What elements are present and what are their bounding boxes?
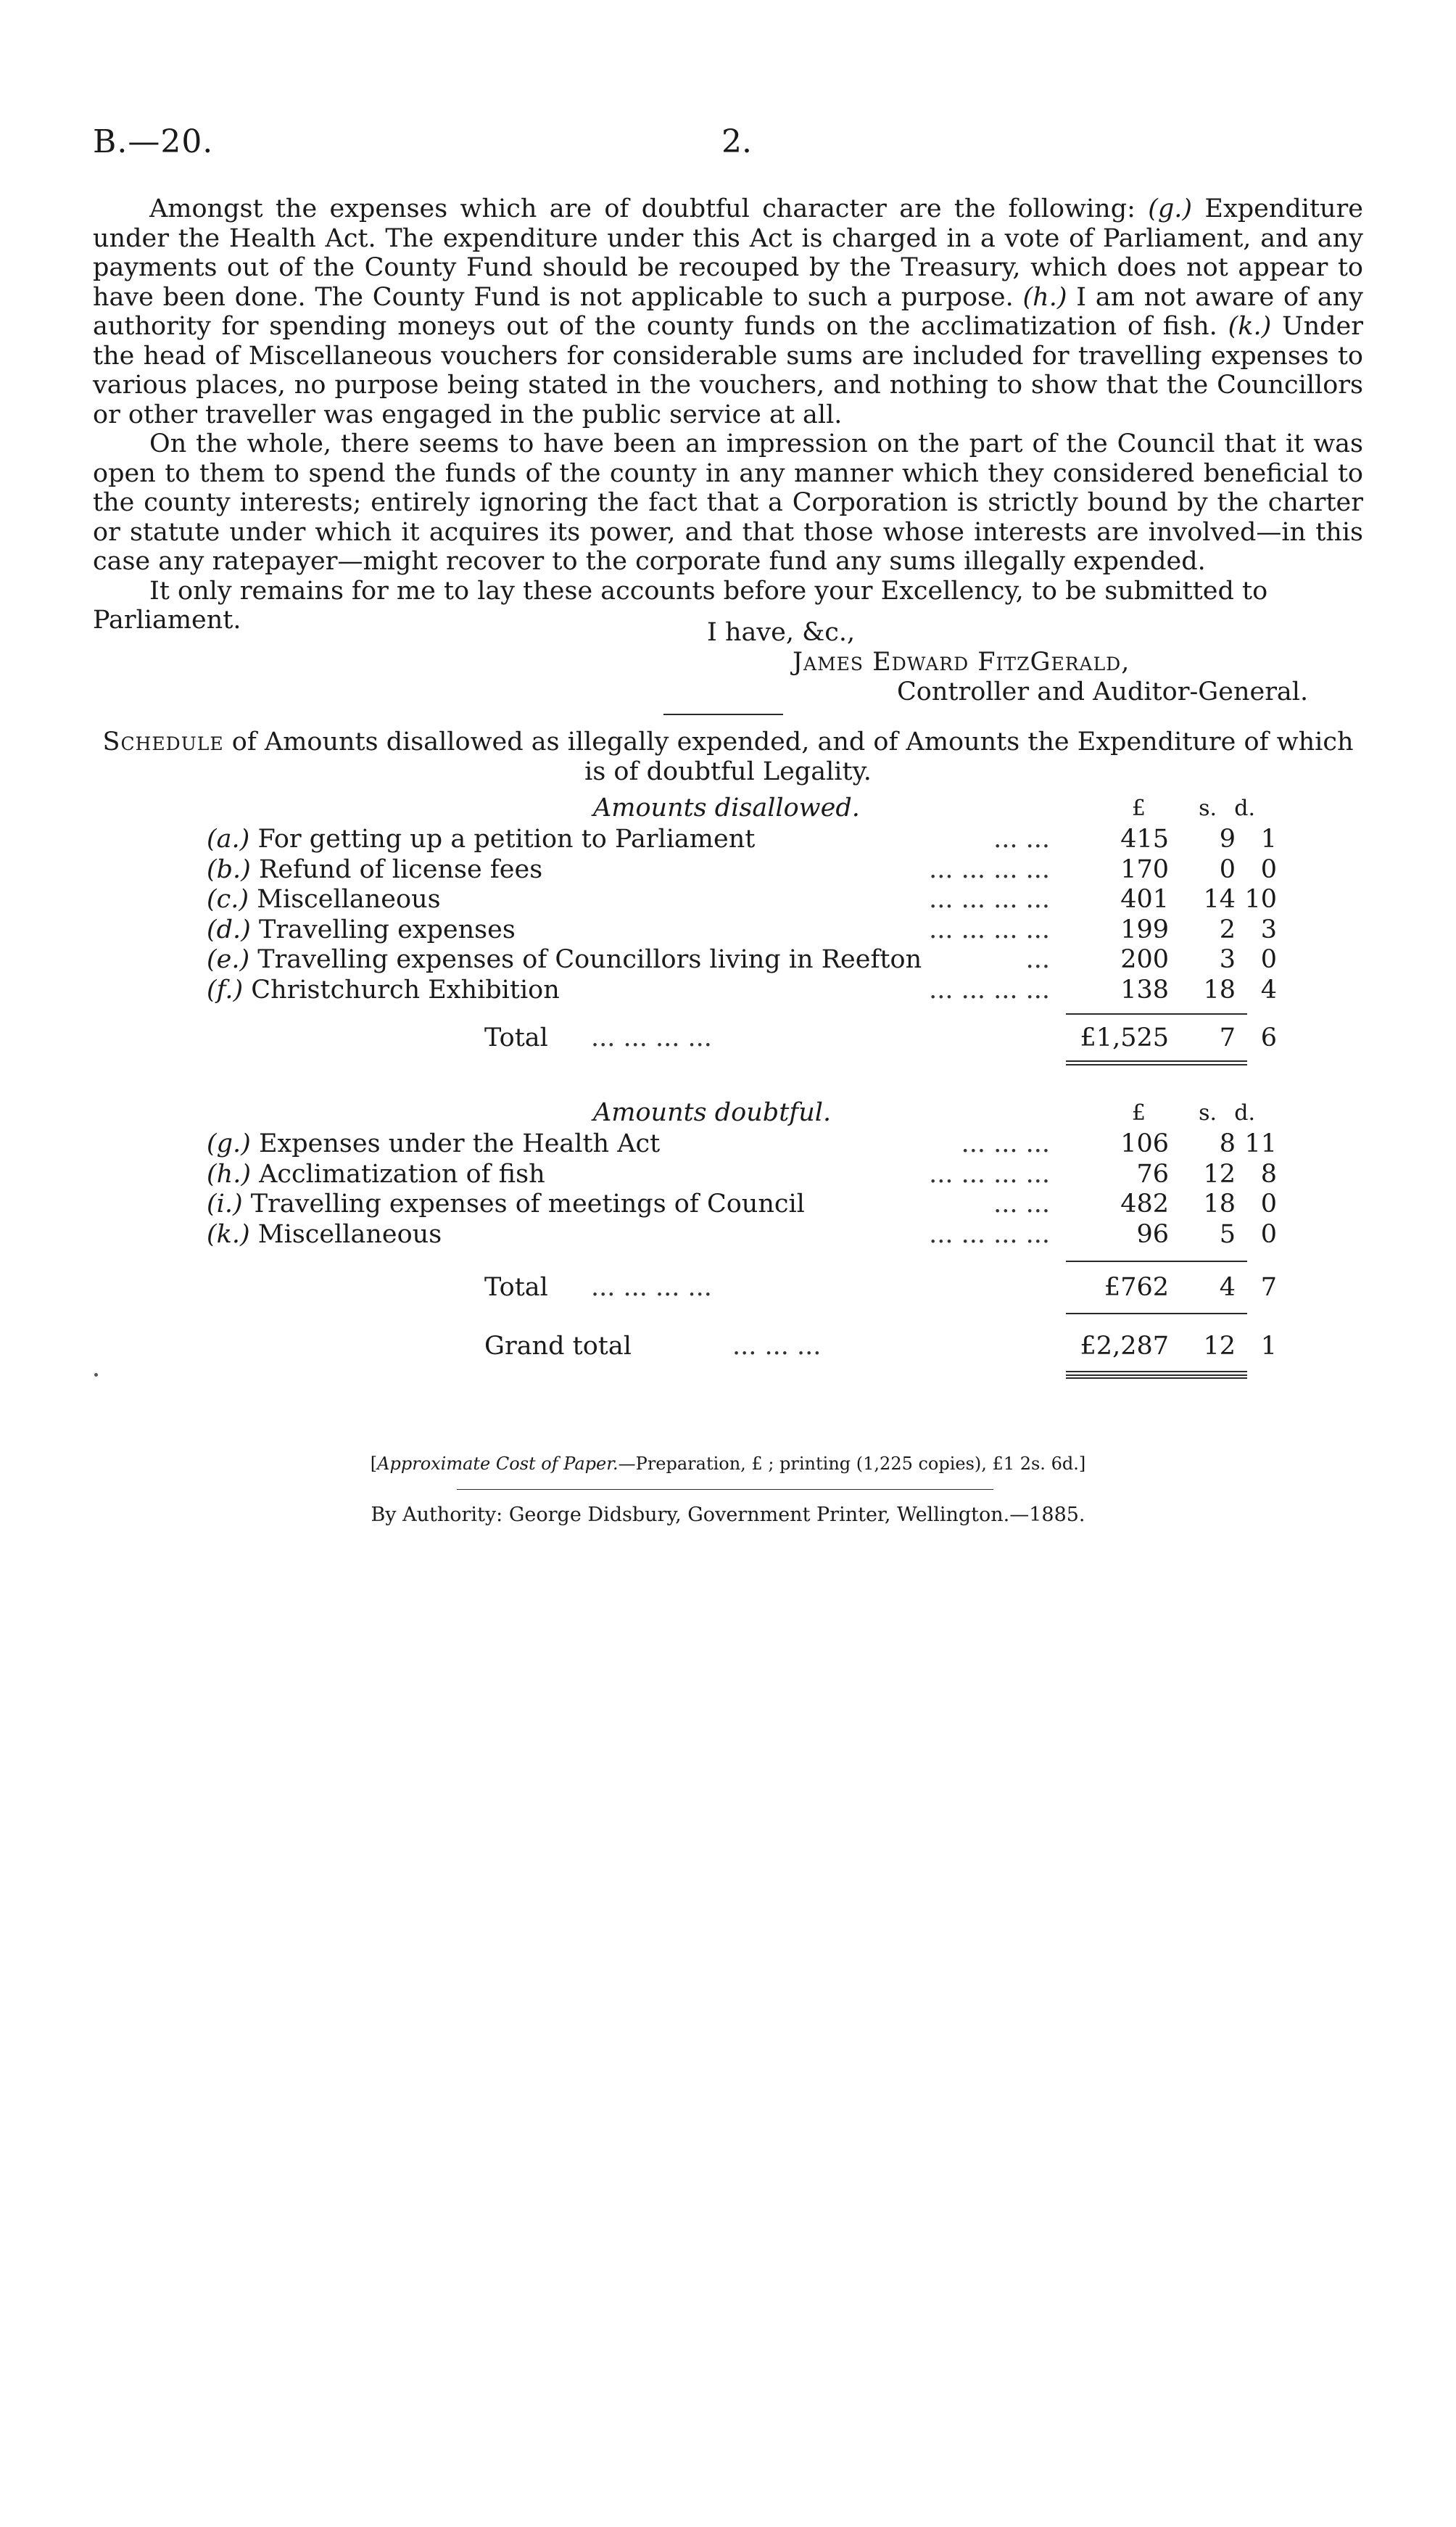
disallowed-total-row: Total ... ... ... ... £1,525 7 6: [484, 1023, 1277, 1052]
page-number: 2.: [721, 123, 752, 160]
row-pounds: 76: [1136, 1159, 1169, 1189]
row-label: [207, 885, 441, 914]
row-pounds: 200: [1120, 945, 1169, 974]
leader-dots: ... ... ... ...: [929, 885, 1050, 914]
print-speck: [94, 1373, 98, 1377]
row-pence: 11: [1244, 1129, 1277, 1158]
section-divider: [663, 714, 783, 715]
footer-divider: [457, 1489, 993, 1490]
row-shillings: 5: [1219, 1219, 1236, 1249]
grand-total-pence: 1: [1260, 1332, 1277, 1361]
row-shillings: 3: [1219, 945, 1236, 974]
unit-shillings: s.: [1199, 796, 1217, 821]
printer-imprint: By Authority: George Didsbury, Government Printer, Wellington.—1885.: [371, 1504, 1085, 1526]
unit-pounds: £: [1131, 1100, 1146, 1126]
row-label: [207, 825, 755, 854]
row-pounds: 96: [1136, 1219, 1169, 1249]
total-label: Total: [484, 1273, 548, 1302]
doubtful-total-row: Total ... ... ... ... £762 4 7: [484, 1273, 1277, 1302]
paragraph-1: Amongst the expenses which are of doubtful character are the following: (g.) Expenditure under the Health Act. The expenditure under this Act is charged in a vote of Parliament, and any payments out of the County Fund should be recouped by the Treasury, which does not appear to have been done. The County Fund is not applicable to such a purpose. (h.) I am not aware of any authority for spending moneys out of the county funds on the acclimatization of fish. (k.) Under the head of Miscellaneous vouchers for considerable sums are included for travelling expenses to various places, no purpose being stated in the vouchers, and nothing to show that the Councillors or other traveller was engaged in the public service at all.: [93, 194, 1364, 429]
grand-total-row: Grand total ... ... ... £2,287 12 1: [484, 1332, 1277, 1361]
row-label: [207, 1129, 660, 1158]
leader-dots: ... ... ... ...: [929, 854, 1050, 884]
total-pence: 7: [1260, 1273, 1277, 1302]
body-text: [93, 194, 1363, 635]
row-pence: 0: [1260, 945, 1277, 974]
row-text: Travelling expenses of Councillors living in Reefton: [257, 945, 922, 974]
row-text: Miscellaneous: [257, 885, 441, 914]
row-letter: (f.): [207, 975, 244, 1005]
row-letter: (g.): [207, 1129, 251, 1158]
row-label: [207, 915, 516, 944]
row-text: For getting up a petition to Parliament: [257, 825, 756, 854]
row-letter: (a.): [207, 825, 250, 854]
document-id: B.—20.: [93, 123, 214, 160]
leader-dots: ... ... ... ...: [929, 975, 1050, 1005]
row-letter: (h.): [207, 1159, 251, 1189]
row-label: [207, 1220, 442, 1249]
leader-dots: ... ... ... ...: [929, 915, 1050, 944]
row-pence: 10: [1244, 885, 1277, 914]
row-letter: (e.): [207, 945, 250, 974]
total-rule: [1066, 1013, 1247, 1015]
row-shillings: 0: [1219, 854, 1236, 884]
grand-total-label: Grand total: [484, 1332, 632, 1361]
row-letter: (b.): [207, 854, 251, 884]
schedule-row: [0, 855, 1456, 886]
total-rule: [1066, 1261, 1247, 1262]
schedule-row: [0, 825, 1456, 855]
schedule-row: [0, 976, 1456, 1006]
row-letter: (i.): [207, 1190, 243, 1219]
total-shillings: 4: [1219, 1273, 1236, 1302]
signature-name: James Edward FitzGerald,: [793, 648, 1130, 677]
row-text: Miscellaneous: [257, 1219, 442, 1249]
leader-dots: ... ... ... ...: [929, 1159, 1050, 1189]
schedule-title: Schedule of Amounts disallowed as illegally expended, and of Amounts the Expenditure of which is of doubtful Legality.: [102, 727, 1354, 786]
schedule-row: [0, 885, 1456, 915]
leader-dots: ...: [1025, 945, 1050, 974]
row-shillings: 2: [1219, 915, 1236, 944]
row-pence: 0: [1260, 854, 1277, 884]
paragraph-2: On the whole, there seems to have been an impression on the part of the Council that it was open to them to spend the funds of the county in any manner which they considered beneficial to the county interests; entirely ignoring the fact that a Corporation is strictly bound by the charter or statute under which it acquires its power, and that those whose interests are involved—in this case any ratepayer—might recover to the corporate fund any sums illegally expended.: [93, 429, 1363, 576]
row-pounds: 482: [1120, 1190, 1169, 1219]
row-shillings: 12: [1203, 1159, 1236, 1189]
row-text: Travelling expenses of meetings of Council: [250, 1190, 805, 1219]
row-text: Refund of license fees: [258, 854, 543, 884]
total-pounds: £1,525: [1080, 1023, 1169, 1052]
row-text: Acclimatization of fish: [259, 1159, 545, 1189]
unit-pounds: £: [1131, 796, 1146, 821]
leader-dots: ... ... ...: [961, 1129, 1050, 1158]
row-pence: 0: [1260, 1219, 1277, 1249]
row-shillings: 14: [1203, 885, 1236, 914]
grand-total-triple-rule: [1066, 1371, 1247, 1379]
row-label: [207, 976, 560, 1005]
row-text: Expenses under the Health Act: [258, 1129, 661, 1158]
paragraph-3: It only remains for me to lay these accounts before your Excellency, to be submitted to Parliament.: [93, 576, 1268, 635]
row-text: Christchurch Exhibition: [251, 975, 560, 1005]
row-pounds: 106: [1120, 1129, 1169, 1158]
row-pounds: 415: [1120, 825, 1169, 854]
row-pence: 4: [1260, 975, 1277, 1005]
schedule-row: [0, 945, 1456, 976]
total-shillings: 7: [1219, 1023, 1236, 1052]
total-double-rule: [1066, 1060, 1247, 1065]
unit-pence: d.: [1234, 796, 1255, 821]
cost-note: [Approximate Cost of Paper.—Preparation, £ ; printing (1,225 copies), £1 2s. 6d.]: [370, 1454, 1086, 1474]
disallowed-heading: Amounts disallowed.: [593, 793, 860, 823]
signature-closing: I have, &c.,: [707, 618, 856, 647]
row-letter: (c.): [207, 885, 249, 914]
row-pounds: 170: [1120, 854, 1169, 884]
leader-dots: ... ...: [993, 1190, 1050, 1219]
row-pence: 8: [1260, 1159, 1277, 1189]
row-label: [207, 1190, 805, 1219]
row-label: [207, 945, 922, 974]
leader-dots: ... ... ... ...: [929, 1219, 1050, 1249]
row-pounds: 138: [1120, 975, 1169, 1005]
row-pence: 1: [1260, 825, 1277, 854]
row-letter: (d.): [207, 915, 251, 944]
row-shillings: 18: [1203, 975, 1236, 1005]
row-shillings: 18: [1203, 1190, 1236, 1219]
row-pence: 3: [1260, 915, 1277, 944]
grand-total-shillings: 12: [1203, 1332, 1236, 1361]
schedule-row: [0, 1160, 1456, 1190]
signature-title: Controller and Auditor-General.: [897, 677, 1309, 706]
schedule-row: [0, 1129, 1456, 1160]
unit-shillings: s.: [1199, 1100, 1217, 1126]
row-letter: (k.): [207, 1219, 250, 1249]
schedule-row: [0, 915, 1456, 946]
schedule-row: [0, 1190, 1456, 1220]
row-text: Travelling expenses: [258, 915, 516, 944]
row-label: [207, 1160, 545, 1189]
schedule-row: [0, 1220, 1456, 1250]
total-pence: 6: [1260, 1023, 1277, 1052]
row-shillings: 9: [1219, 825, 1236, 854]
doubtful-heading: Amounts doubtful.: [593, 1098, 832, 1127]
total-label: Total: [484, 1023, 548, 1052]
leader-dots: ... ...: [993, 825, 1050, 854]
row-pounds: 199: [1120, 915, 1169, 944]
row-pence: 0: [1260, 1190, 1277, 1219]
grand-total-rule: [1066, 1313, 1247, 1314]
unit-pence: d.: [1234, 1100, 1255, 1126]
row-pounds: 401: [1120, 885, 1169, 914]
grand-total-pounds: £2,287: [1080, 1332, 1169, 1361]
row-shillings: 8: [1219, 1129, 1236, 1158]
row-label: [207, 855, 542, 884]
total-pounds: £762: [1104, 1273, 1169, 1302]
